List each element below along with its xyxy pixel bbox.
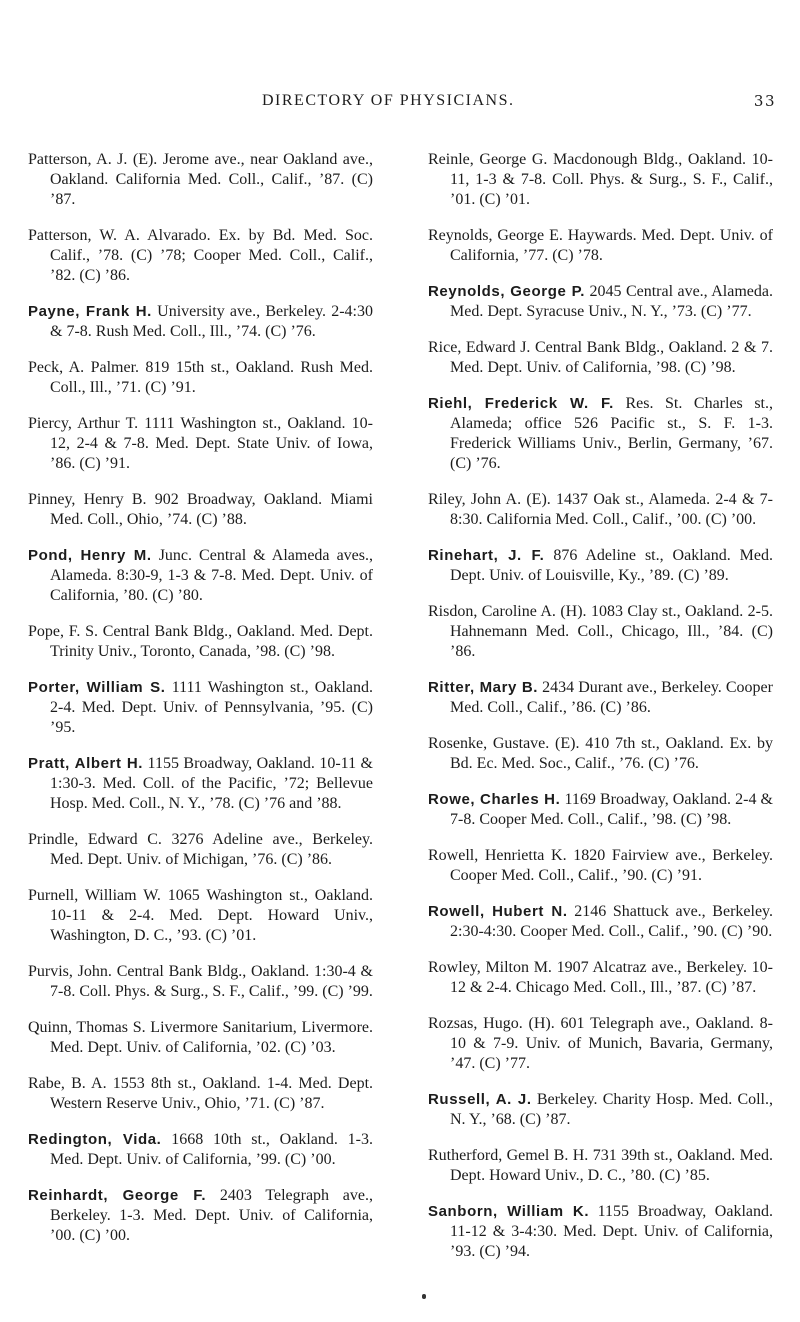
physician-name: Rutherford, Gemel B. H. <box>428 1147 589 1164</box>
physician-name: Russell, A. J. <box>428 1091 532 1108</box>
physician-name: Rosenke, Gustave. <box>428 735 550 752</box>
physician-name: Piercy, Arthur T. <box>28 415 139 432</box>
entry-details: 1668 10th st., Oakland. 1-3. Med. Dept. Univ. of California, ’99. (C) ’00. <box>50 1131 373 1168</box>
page-number: 33 <box>753 92 776 110</box>
directory-entry <box>428 790 773 830</box>
physician-name: Peck, A. Palmer. <box>28 359 140 376</box>
entry-details: 876 Adeline st., Oakland. Med. Dept. Univ. of Louisville, Ky., ’89. (C) ’89. <box>450 547 774 584</box>
directory-entry <box>428 226 773 266</box>
directory-entry <box>28 962 373 1002</box>
right-column <box>428 134 773 1268</box>
physician-name: Riley, John A. <box>428 491 522 508</box>
physician-name: Rowley, Milton M. <box>428 959 552 976</box>
directory-entry <box>28 830 373 870</box>
physician-name: Risdon, Caroline A. <box>428 603 556 620</box>
entry-details: 1169 Broadway, Oakland. 2-4 & 7-8. Cooper Med. Coll., Calif., ’98. (C) ’98. <box>450 791 773 828</box>
left-column <box>28 134 373 1252</box>
physician-name: Patterson, W. A. <box>28 227 140 244</box>
entry-details: 2434 Durant ave., Berkeley. Cooper Med. Coll., Calif., ’86. (C) ’86. <box>450 679 773 716</box>
physician-name: Payne, Frank H. <box>28 303 152 320</box>
directory-entry <box>428 490 773 530</box>
physician-name: Reynolds, George P. <box>428 283 586 300</box>
directory-entry <box>428 150 773 210</box>
physician-name: Redington, Vida. <box>28 1131 162 1148</box>
directory-entry <box>28 490 373 530</box>
entry-details: (E). Jerome ave., near Oakland ave., Oakland. California Med. Coll., Calif., ’87. (C) ’87. <box>50 151 373 208</box>
directory-entry <box>28 546 373 606</box>
entry-details: Central Bank Bldg., Oakland. Med. Dept. Trinity Univ., Toronto, Canada, ’98. (C) ’98. <box>50 623 373 660</box>
directory-entry <box>28 302 373 342</box>
physician-name: Prindle, Edward C. <box>28 831 162 848</box>
entry-details: 819 15th st., Oakland. Rush Med. Coll., Ill., ’71. (C) ’91. <box>50 359 374 396</box>
directory-entry <box>428 958 773 998</box>
directory-entry <box>28 678 373 738</box>
directory-entry <box>428 546 773 586</box>
entry-details: 1155 Broadway, Oakland. 10-11 & 1:30-3. Med. Coll. of the Pacific, ’72; Bellevue Hosp. Med. Coll., N. Y., ’78. (C) ’76 and ’88. <box>50 755 373 812</box>
directory-entry <box>428 902 773 942</box>
directory-entry <box>28 150 373 210</box>
physician-name: Rowell, Hubert N. <box>428 903 568 920</box>
directory-entry <box>28 886 373 946</box>
directory-entry <box>28 414 373 474</box>
physician-name: Rowell, Henrietta K. <box>428 847 567 864</box>
directory-entry <box>28 1186 373 1246</box>
directory-entry <box>28 622 373 662</box>
physician-name: Rabe, B. A. <box>28 1075 107 1092</box>
directory-entry <box>428 282 773 322</box>
directory-entry <box>428 1014 773 1074</box>
entry-details: 1155 Broadway, Oakland. 11-12 & 3-4:30. Med. Dept. Univ. of California, ’93. (C) ’94. <box>450 1203 773 1260</box>
entry-details: 2045 Central ave., Alameda. Med. Dept. Syracuse Univ., N. Y., ’73. (C) ’77. <box>450 283 773 320</box>
entry-details: 902 Broadway, Oakland. Miami Med. Coll., Ohio, ’74. (C) ’88. <box>50 491 373 528</box>
physician-name: Pond, Henry M. <box>28 547 152 564</box>
entry-details: 1111 Washington st., Oakland. 10-12, 2-4 & 7-8. Med. Dept. State Univ. of Iowa, ’86. (C) ’91. <box>50 415 374 472</box>
entry-details: 1907 Alcatraz ave., Berkeley. 10-12 & 2-4. Chicago Med. Coll., Ill., ’87. (C) ’87. <box>450 959 773 996</box>
directory-entry <box>28 754 373 814</box>
entry-details: (H). 1083 Clay st., Oakland. 2-5. Hahnemann Med. Coll., Chicago, Ill., ’84. (C) ’86. <box>450 603 773 660</box>
physician-name: Reinle, George G. <box>428 151 548 168</box>
physician-name: Pope, F. S. <box>28 623 98 640</box>
physician-name: Rowe, Charles H. <box>428 791 561 808</box>
entry-details: 3276 Adeline ave., Berkeley. Med. Dept. Univ. of Michigan, ’76. (C) ’86. <box>50 831 373 868</box>
directory-entry <box>428 678 773 718</box>
entry-details: Macdonough Bldg., Oakland. 10-11, 1-3 & 7-8. Coll. Phys. & Surg., S. F., Calif., ’01. (C) ’01. <box>450 151 773 208</box>
physician-name: Quinn, Thomas S. <box>28 1019 146 1036</box>
directory-entry <box>428 846 773 886</box>
entry-details: (E). 1437 Oak st., Alameda. 2-4 & 7-8:30. California Med. Coll., Calif., ’00. (C) ’00. <box>450 491 773 528</box>
physician-name: Reinhardt, George F. <box>28 1187 207 1204</box>
entry-details: Haywards. Med. Dept. Univ. of California, ’77. (C) ’78. <box>450 227 773 264</box>
directory-entry <box>428 734 773 774</box>
physician-name: Patterson, A. J. <box>28 151 128 168</box>
physician-name: Riehl, Frederick W. F. <box>428 395 614 412</box>
entry-details: Livermore Sanitarium, Livermore. Med. Dept. Univ. of California, ’02. (C) ’03. <box>50 1019 373 1056</box>
physician-name: Pinney, Henry B. <box>28 491 147 508</box>
entry-details: Junc. Central & Alameda aves., Alameda. 8:30-9, 1-3 & 7-8. Med. Dept. Univ. of California, ’80. (C) ’80. <box>50 547 373 604</box>
directory-entry <box>28 1130 373 1170</box>
physician-name: Rice, Edward J. <box>428 339 531 356</box>
directory-entry <box>428 338 773 378</box>
physician-name: Purnell, William W. <box>28 887 161 904</box>
entry-details: Berkeley. Charity Hosp. Med. Coll., N. Y., ’68. (C) ’87. <box>450 1091 774 1128</box>
directory-entry <box>28 1018 373 1058</box>
directory-entry <box>428 1090 773 1130</box>
entry-details: 1111 Washington st., Oakland. 2-4. Med. Dept. Univ. of Pennsylvania, ’95. (C) ’95. <box>50 679 374 736</box>
directory-entry <box>28 1074 373 1114</box>
entry-details: (H). 601 Telegraph ave., Oakland. 8-10 & 7-9. Univ. of Munich, Bavaria, Germany, ’47. (C) ’77. <box>450 1015 773 1072</box>
physician-name: Pratt, Albert H. <box>28 755 144 772</box>
entry-details: Res. St. Charles st., Alameda; office 526 Pacific st., S. F. 1-3. Frederick Williams Univ., Berlin, Germany, ’67. (C) ’76. <box>450 395 774 472</box>
physician-name: Porter, William S. <box>28 679 166 696</box>
entry-details: 2403 Telegraph ave., Berkeley. 1-3. Med. Dept. Univ. of California, ’00. (C) ’00. <box>50 1187 373 1244</box>
entry-details: 1065 Washington st., Oakland. 10-11 & 2-4. Med. Dept. Howard Univ., Washington, D. C., ’93. (C) ’01. <box>50 887 374 944</box>
entry-details: 1553 8th st., Oakland. 1-4. Med. Dept. Western Reserve Univ., Ohio, ’71. (C) ’87. <box>50 1075 374 1112</box>
ink-speck <box>422 1294 426 1299</box>
directory-entry <box>28 358 373 398</box>
physician-name: Purvis, John. <box>28 963 112 980</box>
physician-name: Rinehart, J. F. <box>428 547 545 564</box>
entry-details: Alvarado. Ex. by Bd. Med. Soc. Calif., ’78. (C) ’78; Cooper Med. Coll., Calif., ’82. (C) ’86. <box>50 227 374 284</box>
physician-name: Rozsas, Hugo. <box>428 1015 523 1032</box>
directory-entry <box>428 602 773 662</box>
entry-details: Central Bank Bldg., Oakland. 1:30-4 & 7-8. Coll. Phys. & Surg., S. F., Calif., ’99. (C) ’99. <box>50 963 373 1000</box>
directory-entry <box>428 1146 773 1186</box>
entry-details: 1820 Fairview ave., Berkeley. Cooper Med. Coll., Calif., ’90. (C) ’91. <box>450 847 774 884</box>
directory-entry <box>428 394 773 474</box>
entry-details: 2146 Shattuck ave., Berkeley. 2:30-4:30. Cooper Med. Coll., Calif., ’90. (C) ’90. <box>450 903 774 940</box>
page-title: DIRECTORY OF PHYSICIANS. <box>262 92 515 109</box>
directory-entry <box>428 1202 773 1262</box>
physician-name: Ritter, Mary B. <box>428 679 539 696</box>
directory-entry <box>28 226 373 286</box>
physician-name: Sanborn, William K. <box>428 1203 590 1220</box>
physician-name: Reynolds, George E. <box>428 227 563 244</box>
entry-details: University ave., Berkeley. 2-4:30 & 7-8. Rush Med. Coll., Ill., ’74. (C) ’76. <box>50 303 373 340</box>
entry-details: 731 39th st., Oakland. Med. Dept. Howard Univ., D. C., ’80. (C) ’85. <box>450 1147 774 1184</box>
entry-details: (E). 410 7th st., Oakland. Ex. by Bd. Ec. Med. Soc., Calif., ’76. (C) ’76. <box>450 735 773 772</box>
entry-details: Central Bank Bldg., Oakland. 2 & 7. Med. Dept. Univ. of California, ’98. (C) ’98. <box>450 339 773 376</box>
